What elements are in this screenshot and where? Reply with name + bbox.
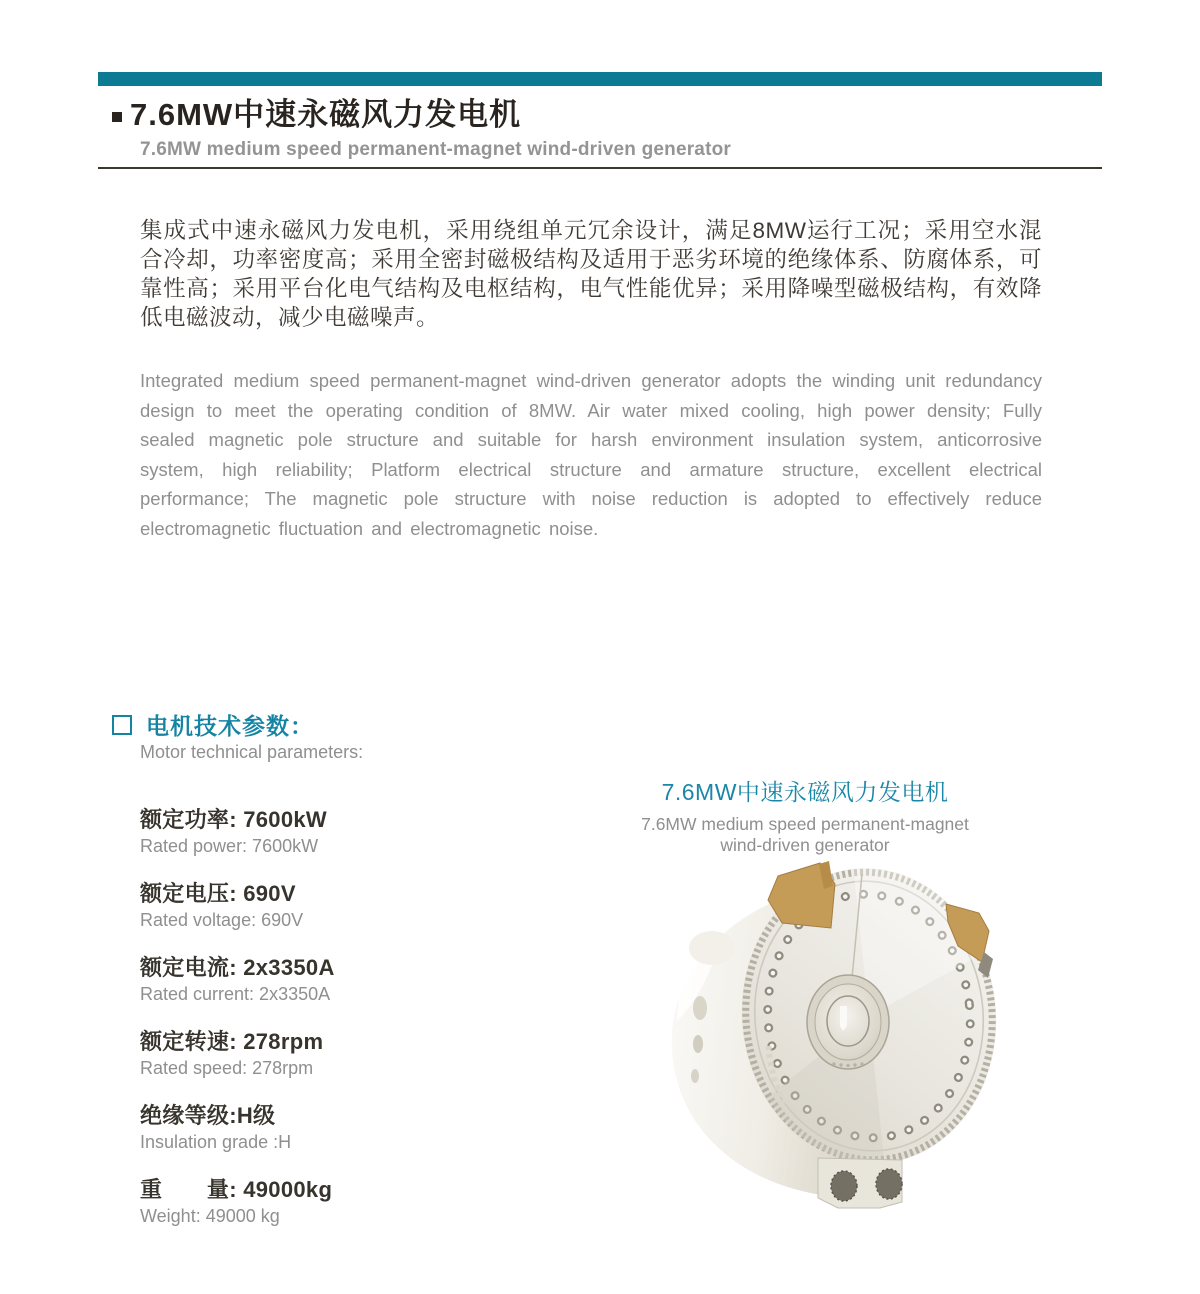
list-item: [140, 1176, 570, 1229]
list-item: [140, 1028, 570, 1081]
param-rated-voltage-en: Rated voltage: 690V: [140, 910, 304, 930]
parameters-section-header: [112, 708, 314, 741]
param-rated-speed-zh: 额定转速: 278rpm: [140, 1029, 324, 1054]
square-bullet-icon: [112, 715, 132, 735]
generator-illustration: [648, 856, 1068, 1246]
product-caption-zh: 7.6MW中速永磁风力发电机: [661, 779, 949, 805]
generator-photo: [648, 856, 1068, 1246]
page-subtitle-en: 7.6MW medium speed permanent-magnet wind-driven generator: [140, 139, 732, 160]
parameters-list: [140, 806, 570, 1250]
list-item: [140, 806, 570, 859]
product-caption-en-line2: wind-driven generator: [720, 835, 890, 855]
param-rated-power-zh: 额定功率: 7600kW: [140, 807, 327, 832]
list-item: [140, 1102, 570, 1155]
top-accent-bar: [98, 72, 1102, 86]
param-rated-power-en: Rated power: 7600kW: [140, 836, 319, 856]
product-caption: [590, 778, 1020, 856]
list-item: [140, 880, 570, 933]
param-insulation-grade-zh: 绝缘等级:H级: [140, 1103, 276, 1128]
page-title-zh: 7.6MW中速永磁风力发电机: [130, 97, 522, 132]
parameters-heading-zh: 电机技术参数：: [146, 713, 314, 739]
param-weight-en: Weight: 49000 kg: [140, 1206, 280, 1226]
param-insulation-grade-en: Insulation grade :H: [140, 1132, 292, 1152]
header-divider: [98, 167, 1102, 169]
product-caption-en-line1: 7.6MW medium speed permanent-magnet: [641, 814, 969, 834]
intro-paragraph-zh: 集成式中速永磁风力发电机，采用绕组单元冗余设计，满足8MW运行工况；采用空水混合冷却，功率密度高；采用全密封磁极结构及适用于恶劣环境的绝缘体系、防腐体系，可靠性高；采用平台化电气结构及电枢结构，电气性能优异；采用降噪型磁极结构，有效降低电磁波动，减少电磁噪声。: [140, 218, 1042, 330]
page-header: [112, 96, 521, 134]
param-rated-speed-en: Rated speed: 278rpm: [140, 1058, 314, 1078]
param-rated-current-zh: 额定电流: 2x3350A: [140, 955, 335, 980]
product-caption-en: [590, 814, 1020, 856]
title-bullet-icon: [112, 112, 122, 122]
parameters-heading-en: Motor technical parameters:: [140, 742, 364, 762]
param-rated-current-en: Rated current: 2x3350A: [140, 984, 331, 1004]
param-rated-voltage-zh: 额定电压: 690V: [140, 881, 296, 906]
intro-paragraph-en: Integrated medium speed permanent-magnet wind-driven generator adopts the winding unit redundancy design to meet the operating condition of 8MW. Air water mixed cooling, high power density; Fully sealed magnetic pole structure and suitable for harsh environment insulation system, anticorrosive system, high reliability; Platform electrical structure and armature structure, excellent electrical performance; The magnetic pole structure with noise reduction is adopted to effectively reduce electromagnetic fluctuation and electromagnetic noise.: [140, 370, 1042, 539]
param-weight-zh: 重 量: 49000kg: [140, 1177, 333, 1202]
list-item: [140, 954, 570, 1007]
